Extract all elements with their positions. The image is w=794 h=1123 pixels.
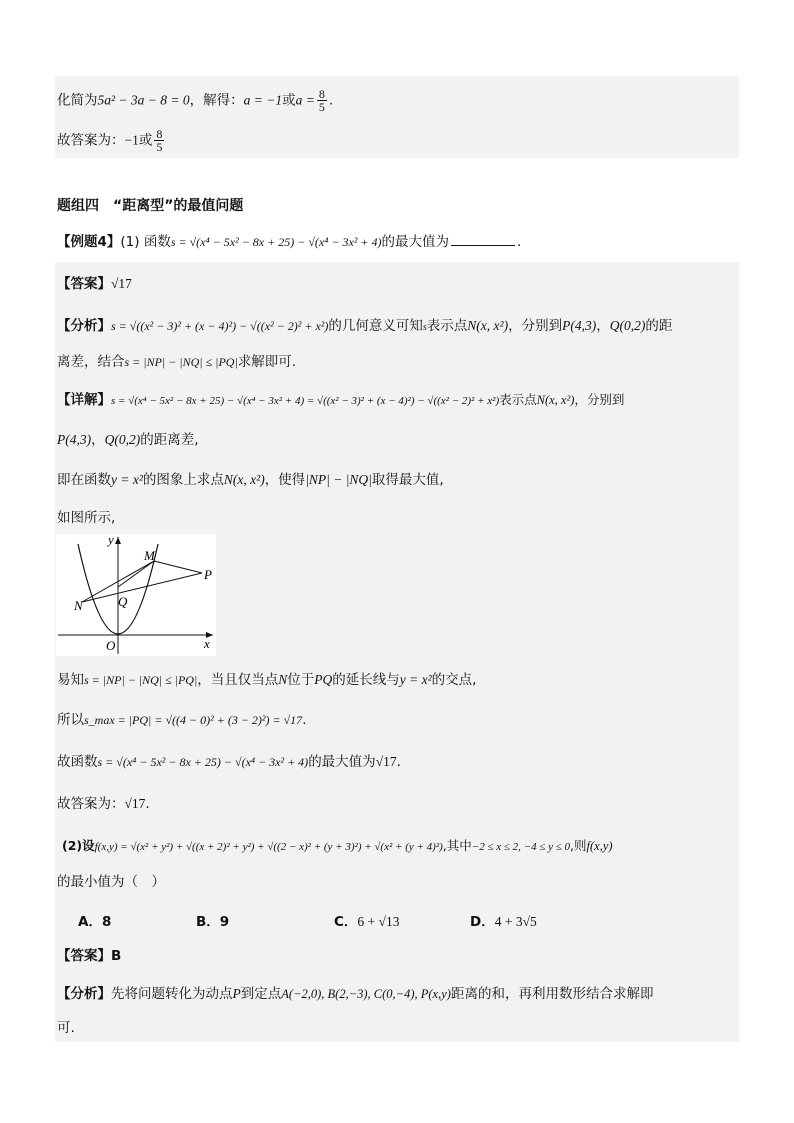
analysis1-line1: 【分析】s = √((x² − 3)² + (x − 4)²) − √((x² − 2)² + x²)的几何意义可知s表示点N(x, x²)，分别到P(4,3)，Q(0,2)的距: [57, 318, 673, 334]
parabola-diagram: [56, 534, 216, 656]
detail1-line3: 即在函数y = x²的图象上求点N(x, x²)，使得|NP| − |NQ|取得最大值,: [57, 472, 444, 488]
section-title: 题组四 “距离型”的最值问题: [57, 198, 244, 214]
detail1-line4: 如图所示,: [57, 510, 116, 526]
detail1-line6: 所以s_max = |PQ| = √((4 − 0)² + (3 − 2)²) = √17.: [57, 712, 307, 728]
line-NP: [82, 573, 202, 602]
answer-line-part1: 故答案为：−1或 $\frac{8}{5}$: [57, 127, 163, 154]
analysis2-line2: 可.: [57, 1020, 75, 1036]
option-b[interactable]: B．9: [196, 914, 230, 930]
detail1-line5: 易知s = |NP| − |NQ| ≤ |PQ|，当且仅当点N位于PQ的延长线与y = x²的交点,: [57, 672, 477, 688]
option-d[interactable]: D．4 + 3√5: [470, 914, 537, 930]
answer2-line: 【答案】B: [57, 948, 122, 964]
label-N: N: [74, 598, 83, 613]
q2-line1: (2)设f(x,y) = √(x² + y²) + √((x + 2)² + y²) + √((2 − x)² + (y + 3)²) + √(x² + (y + 4)²),其中−2 ≤ x ≤ 2, −4 ≤ y ≤ 0,则f(x,y): [62, 838, 613, 853]
y-axis-arrow: [115, 537, 121, 544]
option-a[interactable]: A．8: [78, 914, 112, 930]
detail1-line2: P(4,3)，Q(0,2)的距离差,: [57, 432, 199, 448]
label-M: M: [144, 548, 155, 563]
detail1-line7: 故函数s = √(x⁴ − 5x² − 8x + 25) − √(x⁴ − 3x² + 4)的最大值为√17.: [57, 754, 401, 770]
analysis2-line1: 【分析】先将问题转化为动点P到定点A(−2,0), B(2,−3), C(0,−4), P(x,y)距离的和，再利用数形结合求解即: [57, 986, 654, 1002]
fraction-8-5-answer: $\frac{8}{5}$: [156, 127, 163, 154]
parabola-figure: [56, 534, 216, 656]
detail1-line1: 【详解】s = √(x⁴ − 5x² − 8x + 25) − √(x⁴ − 3x² + 4) = √((x² − 3)² + (x − 4)²) − √((x² − 2)² + x²)表示点N(x, x²)，分别到: [57, 392, 625, 408]
label-O: O: [106, 638, 116, 653]
example-question: 【例题4】(1) 函数s = √(x⁴ − 5x² − 8x + 25) − √(x⁴ − 3x² + 4)的最大值为 .: [57, 234, 522, 250]
label-P: P: [204, 567, 212, 582]
label-Q: Q: [118, 594, 128, 609]
label-y: y: [108, 534, 114, 547]
q2-line2: 的最小值为（ ）: [57, 874, 165, 890]
simplify-line: 化简为5a² − 3a − 8 = 0，解得：a = −1或a = $\frac{8}{5}$ .: [57, 87, 334, 114]
option-c[interactable]: C．6 + √13: [334, 914, 400, 930]
answer-blank: [451, 245, 515, 246]
detail1-line8: 故答案为：√17.: [57, 796, 150, 812]
fraction-8-5: $\frac{8}{5}$: [318, 87, 325, 114]
answer1-line: 【答案】√17: [57, 276, 132, 292]
label-x: x: [204, 636, 210, 651]
line-MP: [154, 561, 202, 573]
analysis1-line2: 离差，结合s = |NP| − |NQ| ≤ |PQ|求解即可.: [57, 354, 297, 370]
